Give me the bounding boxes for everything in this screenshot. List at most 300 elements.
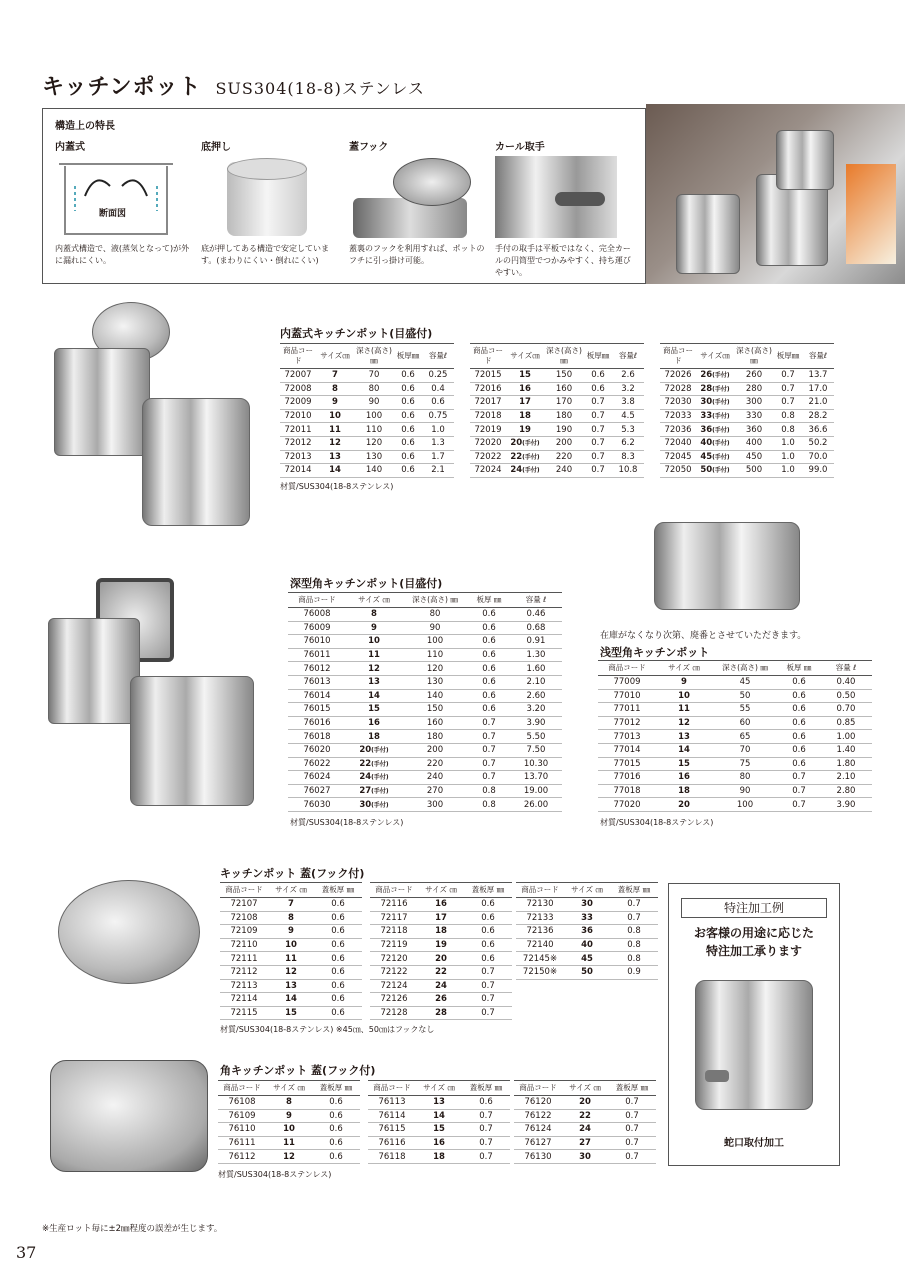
table-cell: 28.2 (802, 409, 834, 423)
table-cell: 170 (544, 396, 584, 410)
table-cell: 160 (544, 382, 584, 396)
column-header: 商品コード (598, 661, 656, 676)
table-cell: 26.00 (510, 798, 562, 812)
table-cell: 72017 (470, 396, 506, 410)
table-cell: 100 (712, 798, 778, 812)
table-cell: 77020 (598, 798, 656, 812)
table-cell: 0.7 (610, 911, 658, 925)
table-cell: 220 (402, 757, 468, 771)
table-cell: 72026 (660, 369, 696, 383)
table-cell: 270 (402, 784, 468, 798)
table-row (598, 798, 872, 812)
table-cell: 76118 (368, 1150, 416, 1164)
table-cell: 0.6 (778, 757, 820, 771)
column-header: 容量ℓ (422, 344, 454, 369)
table-cell: 70 (712, 743, 778, 757)
table-cell: 72019 (470, 423, 506, 437)
page-title: キッチンポット SUS304(18-8)ステンレス (42, 75, 425, 100)
table-cell: 100 (402, 635, 468, 649)
table-cell: 0.7 (774, 396, 802, 410)
table-cell: 5.3 (612, 423, 644, 437)
table-cell: 72120 (370, 952, 418, 966)
table-cell: 11 (346, 648, 402, 662)
shallow-square-pot-image (654, 522, 800, 610)
column-header: 板厚㎜ (394, 344, 422, 369)
table-cell: 33(手付) (696, 409, 734, 423)
table-cell: 0.7 (584, 464, 612, 478)
table-cell: 27(手付) (346, 784, 402, 798)
custom-line1: お客様の用途に応じた (693, 926, 814, 940)
table-cell: 1.30 (510, 648, 562, 662)
table-row (598, 716, 872, 730)
table-cell: 500 (734, 464, 774, 478)
table-cell: 72113 (220, 979, 268, 993)
feature-inner-lid (55, 138, 195, 267)
table-row (660, 382, 834, 396)
table-cell: 0.6 (464, 938, 512, 952)
table-cell: 72022 (470, 450, 506, 464)
table-cell: 72045 (660, 450, 696, 464)
table-cell: 0.6 (468, 635, 510, 649)
table-cell: 0.6 (778, 743, 820, 757)
table-cell: 72128 (370, 1006, 418, 1020)
table-cell: 50 (564, 965, 610, 979)
table-cell: 24 (418, 979, 464, 993)
column-header: 商品コード (288, 593, 346, 608)
table-cell: 76113 (368, 1096, 416, 1110)
table-cell: 72109 (220, 925, 268, 939)
table-cell: 0.6 (312, 1096, 360, 1110)
table-cell: 19 (506, 423, 544, 437)
column-header: 容量ℓ (802, 344, 834, 369)
page-number: 37 (16, 1243, 37, 1262)
table-cell: 13 (268, 979, 314, 993)
table-cell: 50(手付) (696, 464, 734, 478)
table-row (288, 784, 562, 798)
table-cell: 55 (712, 703, 778, 717)
table-row (280, 409, 454, 423)
table-row (514, 1136, 656, 1150)
table-row (516, 898, 658, 912)
table-cell: 8 (316, 382, 354, 396)
table-cell: 130 (354, 450, 394, 464)
table-cell: 1.0 (422, 423, 454, 437)
table-row (288, 771, 562, 785)
table-cell: 77012 (598, 716, 656, 730)
table-cell: 77015 (598, 757, 656, 771)
column-header: 深さ(高さ)㎜ (734, 344, 774, 369)
table-cell: 76110 (218, 1123, 266, 1137)
table-cell: 76018 (288, 730, 346, 744)
table-cell: 0.6 (468, 689, 510, 703)
table-cell: 65 (712, 730, 778, 744)
table-cell: 0.6 (394, 382, 422, 396)
table-cell: 76022 (288, 757, 346, 771)
table-cell: 0.6 (314, 952, 362, 966)
column-header: 容量 ℓ (820, 661, 872, 676)
table-cell: 72107 (220, 898, 268, 912)
feature-lid-hook (349, 138, 489, 267)
table-cell: 0.6 (394, 464, 422, 478)
table-cell: 180 (402, 730, 468, 744)
column-header: サイズ ㎝ (418, 883, 464, 898)
table-cell: 0.70 (820, 703, 872, 717)
table-cell: 76108 (218, 1096, 266, 1110)
table-row (598, 757, 872, 771)
table-cell: 72024 (470, 464, 506, 478)
square-lid-image (50, 1060, 208, 1172)
table-row (220, 1006, 362, 1020)
table-cell: 0.7 (468, 771, 510, 785)
column-header: サイズ ㎝ (268, 883, 314, 898)
table-cell: 76010 (288, 635, 346, 649)
column-header: 商品コード (370, 883, 418, 898)
table-cell: 72136 (516, 925, 564, 939)
table-row (220, 979, 362, 993)
table-row (598, 703, 872, 717)
table-row (368, 1150, 510, 1164)
table-cell: 75 (712, 757, 778, 771)
table-cell: 0.6 (468, 648, 510, 662)
table-cell: 360 (734, 423, 774, 437)
table-cell: 76112 (218, 1150, 266, 1164)
section-title: 角キッチンポット 蓋(フック付) (220, 1064, 376, 1077)
table-cell: 11 (656, 703, 712, 717)
table-cell: 0.8 (774, 409, 802, 423)
table-cell: 12 (316, 436, 354, 450)
table-row (470, 382, 644, 396)
custom-order-box (668, 883, 840, 1166)
table-row (370, 993, 512, 1007)
feature-text: 手付の取手は平板ではなく、完全カールの円筒型でつかみやすく、持ち運びやすい。 (495, 244, 631, 277)
table-cell: 300 (402, 798, 468, 812)
table-cell: 11 (266, 1136, 312, 1150)
table-cell: 72011 (280, 423, 316, 437)
table-cell: 10 (656, 689, 712, 703)
column-header: 商品コード (218, 1081, 266, 1096)
table-row (470, 450, 644, 464)
table-cell: 72036 (660, 423, 696, 437)
table-cell: 0.7 (608, 1136, 656, 1150)
table-cell: 76011 (288, 648, 346, 662)
table-cell: 14 (346, 689, 402, 703)
table-cell: 99.0 (802, 464, 834, 478)
column-header: サイズ㎝ (696, 344, 734, 369)
table-cell: 9 (268, 925, 314, 939)
feature-name: カール取手 (495, 142, 545, 153)
table-cell: 24(手付) (506, 464, 544, 478)
table-cell: 1.7 (422, 450, 454, 464)
table-row (598, 730, 872, 744)
table-cell: 28 (418, 1006, 464, 1020)
table-cell: 130 (402, 675, 468, 689)
table-cell: 17 (418, 911, 464, 925)
table-row (516, 965, 658, 979)
table-cell: 76024 (288, 771, 346, 785)
table-cell: 110 (354, 423, 394, 437)
table-cell: 7 (268, 898, 314, 912)
table-cell: 20 (418, 952, 464, 966)
table-row (288, 662, 562, 676)
table-cell: 0.8 (468, 798, 510, 812)
table-cell: 13 (316, 450, 354, 464)
table-cell: 110 (402, 648, 468, 662)
table-cell: 24 (562, 1123, 608, 1137)
table-row (514, 1109, 656, 1123)
table-cell: 27 (562, 1136, 608, 1150)
feature-bottom (201, 138, 341, 267)
table-cell: 18 (416, 1150, 462, 1164)
column-header: 商品コード (280, 344, 316, 369)
table-row (368, 1109, 510, 1123)
table-cell: 0.6 (778, 716, 820, 730)
table-row (288, 675, 562, 689)
lid-table-4b (370, 882, 512, 1020)
table-cell: 9 (316, 396, 354, 410)
table-cell: 0.6 (314, 979, 362, 993)
spec-table-1a (280, 343, 454, 478)
table-row (660, 423, 834, 437)
table-cell: 80 (712, 771, 778, 785)
table-row (514, 1096, 656, 1110)
table-cell: 1.00 (820, 730, 872, 744)
table-row (660, 369, 834, 383)
table-cell: 28(手付) (696, 382, 734, 396)
table-row (280, 423, 454, 437)
material-note: 材質/SUS304(18-8ステンレス) (218, 1170, 332, 1179)
table-cell: 15 (656, 757, 712, 771)
table-cell: 72108 (220, 911, 268, 925)
table-cell: 77013 (598, 730, 656, 744)
table-cell: 76013 (288, 675, 346, 689)
table-row (368, 1136, 510, 1150)
footer-note: ※生産ロット毎に±2㎜程度の誤差が生じます。 (42, 1224, 223, 1234)
section-title: 浅型角キッチンポット (600, 646, 710, 659)
table-cell: 8.3 (612, 450, 644, 464)
table-cell: 30 (562, 1150, 608, 1164)
page-subtitle: SUS304(18-8)ステンレス (215, 79, 425, 98)
table-cell: 72126 (370, 993, 418, 1007)
table-row (218, 1136, 360, 1150)
table-cell: 72040 (660, 436, 696, 450)
table-cell: 72117 (370, 911, 418, 925)
table-cell: 0.7 (468, 730, 510, 744)
table-cell: 0.7 (778, 798, 820, 812)
table-cell: 72030 (660, 396, 696, 410)
faucet-icon (705, 1070, 729, 1082)
table-cell: 72114 (220, 993, 268, 1007)
table-cell: 1.3 (422, 436, 454, 450)
table-row (598, 771, 872, 785)
table-cell: 0.7 (464, 993, 512, 1007)
table-cell: 10 (316, 409, 354, 423)
table-row (288, 743, 562, 757)
table-row (598, 676, 872, 690)
table-row (368, 1096, 510, 1110)
table-cell: 76127 (514, 1136, 562, 1150)
table-cell: 7 (316, 369, 354, 383)
column-header: サイズ ㎝ (562, 1081, 608, 1096)
table-cell: 0.6 (468, 703, 510, 717)
table-cell: 72133 (516, 911, 564, 925)
table-cell: 26(手付) (696, 369, 734, 383)
table-cell: 76111 (218, 1136, 266, 1150)
table-cell: 200 (402, 743, 468, 757)
table-cell: 1.40 (820, 743, 872, 757)
feature-curl-handle (495, 138, 635, 279)
table-row (288, 621, 562, 635)
table-cell: 0.9 (610, 965, 658, 979)
column-header: 商品コード (660, 344, 696, 369)
table-cell: 72140 (516, 938, 564, 952)
table-row (280, 450, 454, 464)
table-cell: 33 (564, 911, 610, 925)
table-row (220, 965, 362, 979)
table-cell: 60 (712, 716, 778, 730)
column-header: 深さ(高さ)㎜ (354, 344, 394, 369)
table-row (280, 369, 454, 383)
spec-table-1c (660, 343, 834, 478)
table-cell: 16 (656, 771, 712, 785)
table-cell: 0.40 (820, 676, 872, 690)
table-cell: 1.0 (774, 450, 802, 464)
table-cell: 72020 (470, 436, 506, 450)
table-cell: 22(手付) (506, 450, 544, 464)
table-cell: 2.10 (510, 675, 562, 689)
table-cell: 77009 (598, 676, 656, 690)
table-row (218, 1109, 360, 1123)
table-row (370, 938, 512, 952)
table-cell: 140 (402, 689, 468, 703)
feature-text: 底が押してある構造で安定しています。(まわりにくい・倒れにくい) (201, 244, 329, 265)
table-cell: 77011 (598, 703, 656, 717)
table-cell: 10 (266, 1123, 312, 1137)
table-cell: 77018 (598, 784, 656, 798)
table-cell: 220 (544, 450, 584, 464)
table-cell: 180 (544, 409, 584, 423)
table-cell: 40(手付) (696, 436, 734, 450)
table-cell: 0.6 (464, 952, 512, 966)
table-row (220, 952, 362, 966)
table-row (288, 608, 562, 622)
table-cell: 36 (564, 925, 610, 939)
table-cell: 20 (562, 1096, 608, 1110)
column-header: 商品コード (220, 883, 268, 898)
table-cell: 16 (506, 382, 544, 396)
table-cell: 2.6 (612, 369, 644, 383)
table-cell: 72110 (220, 938, 268, 952)
column-header: 商品コード (470, 344, 506, 369)
table-row (370, 925, 512, 939)
table-row (660, 450, 834, 464)
table-cell: 9 (266, 1109, 312, 1123)
custom-caption: 蛇口取付加工 (724, 1138, 784, 1149)
custom-label: 特注加工例 (681, 898, 827, 918)
column-header: サイズ ㎝ (346, 593, 402, 608)
table-cell: 0.7 (468, 757, 510, 771)
table-row (220, 925, 362, 939)
table-cell: 16 (416, 1136, 462, 1150)
table-cell: 72028 (660, 382, 696, 396)
round-lid-image (58, 880, 200, 984)
table-cell: 400 (734, 436, 774, 450)
table-cell: 72050 (660, 464, 696, 478)
table-cell: 0.7 (774, 382, 802, 396)
table-cell: 6.2 (612, 436, 644, 450)
table-cell: 76120 (514, 1096, 562, 1110)
diagram-caption: 断面図 (99, 209, 127, 219)
table-cell: 14 (268, 993, 314, 1007)
table-row (220, 938, 362, 952)
table-cell: 76114 (368, 1109, 416, 1123)
table-cell: 0.7 (608, 1109, 656, 1123)
table-cell: 22 (562, 1109, 608, 1123)
table-cell: 0.6 (584, 369, 612, 383)
table-cell: 13 (346, 675, 402, 689)
table-cell: 0.8 (774, 423, 802, 437)
table-cell: 0.7 (468, 716, 510, 730)
section-title: キッチンポット 蓋(フック付) (220, 867, 365, 880)
table-cell: 0.6 (464, 925, 512, 939)
table-cell: 1.0 (774, 436, 802, 450)
spec-table-1b (470, 343, 644, 478)
table-row (280, 382, 454, 396)
table-cell: 0.6 (778, 676, 820, 690)
table-cell: 190 (544, 423, 584, 437)
column-header: 商品コード (516, 883, 564, 898)
table-cell: 0.6 (464, 911, 512, 925)
table-cell: 45(手付) (696, 450, 734, 464)
table-cell: 19.00 (510, 784, 562, 798)
table-cell: 18 (656, 784, 712, 798)
table-cell: 300 (734, 396, 774, 410)
table-cell: 0.8 (610, 938, 658, 952)
table-cell: 240 (402, 771, 468, 785)
table-row (220, 898, 362, 912)
table-cell: 0.7 (778, 784, 820, 798)
table-cell: 0.7 (462, 1136, 510, 1150)
material-note: 材質/SUS304(18-8ステンレス) (280, 482, 394, 491)
table-row (288, 689, 562, 703)
table-cell: 0.7 (464, 979, 512, 993)
table-cell: 0.6 (394, 369, 422, 383)
column-header: 蓋板厚 ㎜ (608, 1081, 656, 1096)
table-cell: 72015 (470, 369, 506, 383)
column-header: サイズ ㎝ (416, 1081, 462, 1096)
table-cell: 22 (418, 965, 464, 979)
table-cell: 0.6 (314, 1006, 362, 1020)
table-cell: 0.6 (422, 396, 454, 410)
table-cell: 15 (506, 369, 544, 383)
table-cell: 240 (544, 464, 584, 478)
table-cell: 0.25 (422, 369, 454, 383)
features-box (42, 108, 646, 284)
table-cell: 0.8 (610, 925, 658, 939)
table-cell: 70.0 (802, 450, 834, 464)
table-cell: 3.90 (510, 716, 562, 730)
cross-section-diagram (55, 156, 177, 238)
table-cell: 76009 (288, 621, 346, 635)
table-cell: 3.90 (820, 798, 872, 812)
table-cell: 76016 (288, 716, 346, 730)
feature-text: 蓋裏のフックを利用すれば、ポットのフチに引っ掛け可能。 (349, 244, 485, 265)
table-cell: 76122 (514, 1109, 562, 1123)
table-cell: 0.6 (468, 675, 510, 689)
spec-table-3 (598, 660, 872, 812)
table-cell: 0.68 (510, 621, 562, 635)
table-cell: 17 (506, 396, 544, 410)
table-cell: 90 (354, 396, 394, 410)
